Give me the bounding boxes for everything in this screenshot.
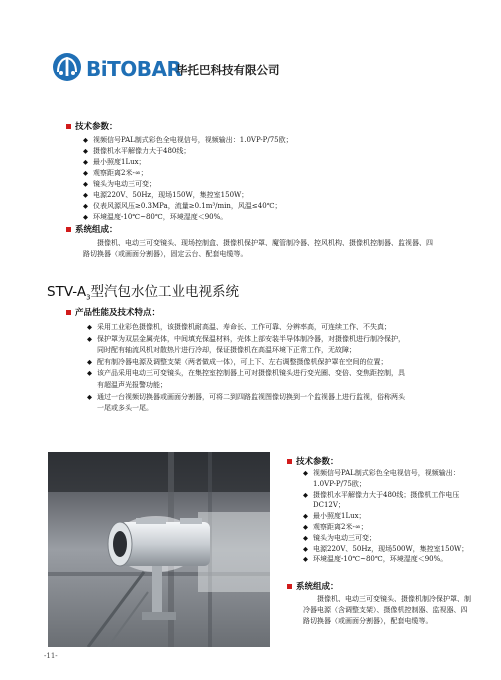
list-item: ◆ 该产品采用电动三可变镜头，在集控室控制器上可对摄像机镜头进行变光圈、变倍、变焦距控制，具有超温声光报警功能； <box>87 368 409 391</box>
section-heading-params <box>66 120 118 132</box>
composition-text: 摄像机、电动三可变镜头、现场控制盒、摄像机保护罩、魔管制冷器、控风机构、摄像机控制器、监视器、四路切换器（或画面分割器），固定云台、配套电缆等。 <box>83 239 433 258</box>
params-list-2 <box>303 468 473 565</box>
red-square-bullet-icon <box>66 310 71 315</box>
list-item: ◆ 环境温度-10℃~80℃，环境湿度＜90%。 <box>303 554 473 565</box>
section-heading-params-2 <box>287 455 339 467</box>
section-heading-label: 系统组成： <box>75 225 118 235</box>
bitobar-logo-icon <box>52 52 82 82</box>
section-heading-composition <box>66 223 118 235</box>
features-list <box>87 322 409 415</box>
section-heading-features <box>66 306 160 318</box>
list-item: ◆ 采用工业彩色摄像机，该摄像机耐高温、寿命长、工作可靠、分辨率高，可连续工作、不失真； <box>87 322 409 334</box>
list-item: ◆ 通过一台视频切换器或画面分割器，可将二到四路监视图像切换到一个监视器上进行监视，俗称两头一尾或多头一尾。 <box>87 392 409 415</box>
list-item: ◆ 配有制冷器电源及调整支架（两者做成一体），可上下、左右调整摄像机保护罩在空间的位置； <box>87 357 409 369</box>
list-item: ◆ 最小照度1Lux； <box>83 157 458 168</box>
list-item: ◆ 镜头为电动三可变； <box>303 533 473 544</box>
list-item: ◆ 电源220V、50Hz，现场500W，集控室150W； <box>303 544 473 555</box>
camera-enclosure-photo <box>48 452 270 647</box>
red-square-bullet-icon <box>287 459 292 464</box>
product-title: STV-$A_3$型汽包水位工业电视系统 <box>47 284 240 302</box>
list-item: ◆ 观察距离2米-∞； <box>303 522 473 533</box>
section-heading-label: 系统组成： <box>296 582 339 592</box>
page-number: -11- <box>44 652 58 660</box>
list-item: ◆ 视频信号PAL制式彩色全电视信号，视频输出：1.0VP-P/75欧； <box>83 135 458 146</box>
list-item: ◆ 摄像机水平解像力大于480线； <box>83 146 458 157</box>
red-square-bullet-icon <box>66 124 71 129</box>
list-item: ◆ 环境温度-10℃~80℃，环境湿度＜90%。 <box>83 212 458 223</box>
list-item: ◆ 电源220V、50Hz，现场150W，集控室150W； <box>83 190 458 201</box>
red-square-bullet-icon <box>287 584 292 589</box>
params-list <box>83 135 458 223</box>
list-item: ◆ 最小照度1Lux； <box>303 511 473 522</box>
section-heading-label: 技术参数： <box>296 457 339 467</box>
list-item: ◆ 摄像机水平解像力大于480线；摄像机工作电压DC12V； <box>303 490 473 512</box>
composition-text-2: 摄像机、电动三可变镜头、摄像机制冷保护罩、制冷器电源（含调整支架）、摄像机控制器、监视器、四路切换器（或画面分割器），配套电缆等。 <box>303 595 471 625</box>
list-item: ◆ 镜头为电动三可变； <box>83 179 458 190</box>
list-item: ◆ 观察距离2米-∞； <box>83 168 458 179</box>
section-heading-label: 产品性能及技术特点： <box>75 308 161 318</box>
list-item: ◆ 视频信号PAL制式彩色全电视信号，视频输出：1.0VP-P/75欧； <box>303 468 473 490</box>
list-item: ◆ 保护罩为双层金属壳体，中间填充保温材料，壳体上部安装半导体制冷器，对摄像机进行制冷保护，同时配有轴流风机对散热片进行冷却，保证摄像机在高温环境下正常工作，无故障； <box>87 334 409 357</box>
section-heading-composition-2 <box>287 580 339 592</box>
red-square-bullet-icon <box>66 227 71 232</box>
section-heading-label: 技术参数： <box>75 122 118 132</box>
brand-name: BiTOBAR <box>86 57 182 81</box>
list-item: ◆ 仪表风源风压≥0.3MPa，流量≥0.1m³/min，风温≤40℃； <box>83 201 458 212</box>
company-name: 毕托巴科技有限公司 <box>176 63 280 77</box>
